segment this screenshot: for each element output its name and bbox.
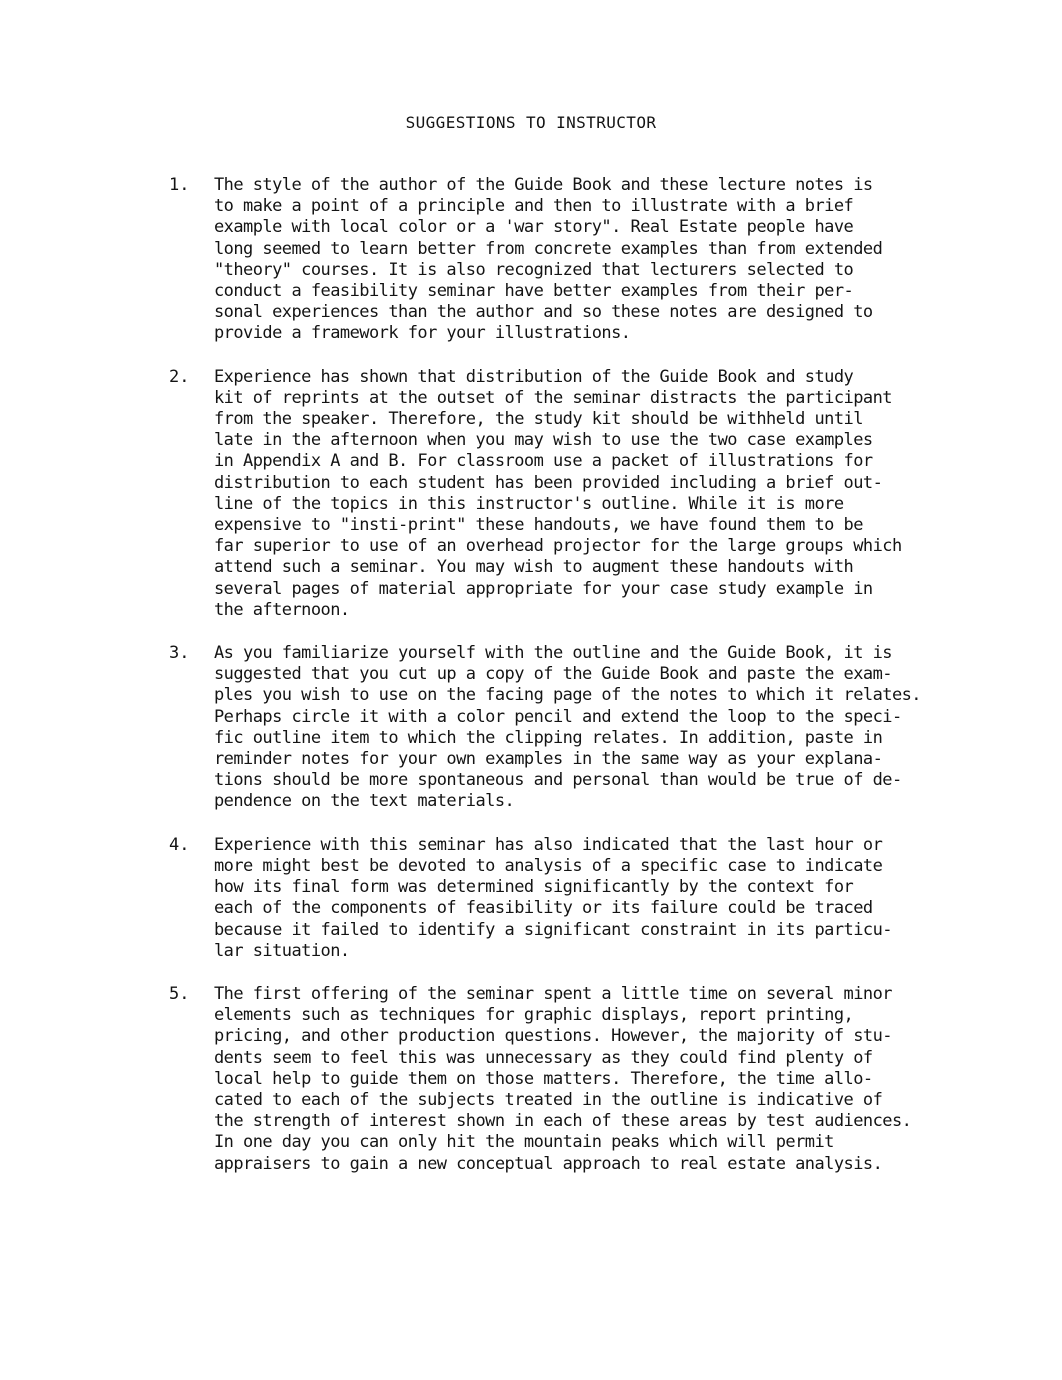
text-line: lar situation. xyxy=(214,940,350,961)
page-title: SUGGESTIONS TO INSTRUCTOR xyxy=(405,113,657,132)
text-line: The first offering of the seminar spent a little time on several minor xyxy=(214,983,892,1004)
text-line: pendence on the text materials. xyxy=(214,791,515,812)
item-number: 3. xyxy=(169,643,190,664)
text-line: Experience has shown that distribution of the Guide Book and study xyxy=(214,366,854,387)
text-line: several pages of material appropriate for your case study example in xyxy=(214,578,873,599)
text-line: distribution to each student has been provided including a brief out- xyxy=(214,472,883,493)
text-line: dents seem to feel this was unnecessary as they could find plenty of xyxy=(214,1047,873,1068)
text-line: the strength of interest shown in each of these areas by test audiences. xyxy=(214,1111,912,1132)
suggestion-item-1 xyxy=(169,175,1039,345)
text-line: Experience with this seminar has also indicated that the last hour or xyxy=(214,834,883,855)
text-line: suggested that you cut up a copy of the Guide Book and paste the exam- xyxy=(214,664,892,685)
text-line: from the speaker. Therefore, the study kit should be withheld until xyxy=(214,409,863,430)
text-line: The style of the author of the Guide Book and these lecture notes is xyxy=(214,175,873,195)
text-line: In one day you can only hit the mountain peaks which will permit xyxy=(214,1132,834,1153)
text-line: elements such as techniques for graphic displays, report printing, xyxy=(214,1005,854,1026)
item-number: 1. xyxy=(169,175,190,195)
text-line: cated to each of the subjects treated in the outline is indicative of xyxy=(214,1089,883,1110)
text-line: fic outline item to which the clipping relates. In addition, paste in xyxy=(214,727,883,748)
text-line: kit of reprints at the outset of the seminar distracts the participant xyxy=(214,387,892,408)
text-line: appraisers to gain a new conceptual approach to real estate analysis. xyxy=(214,1153,883,1174)
text-line: long seemed to learn better from concrete examples than from extended xyxy=(214,238,883,259)
item-number: 4. xyxy=(169,834,190,855)
suggestion-list xyxy=(169,175,1039,1175)
text-line: in Appendix A and B. For classroom use a packet of illustrations for xyxy=(214,451,873,472)
text-line: to make a point of a principle and then to illustrate with a brief xyxy=(214,196,854,217)
text-line: local help to guide them on those matters. Therefore, the time allo- xyxy=(214,1068,873,1089)
text-line: line of the topics in this instructor's outline. While it is more xyxy=(214,493,844,514)
text-line: sonal experiences than the author and so these notes are designed to xyxy=(214,302,873,323)
suggestion-item-4 xyxy=(169,835,1039,962)
text-line: "theory" courses. It is also recognized that lecturers selected to xyxy=(214,259,854,280)
text-line: provide a framework for your illustrations. xyxy=(214,323,631,344)
text-line: conduct a feasibility seminar have better examples from their per- xyxy=(214,281,854,302)
text-line: attend such a seminar. You may wish to augment these handouts with xyxy=(214,557,854,578)
text-line: more might best be devoted to analysis of a specific case to indicate xyxy=(214,855,883,876)
text-line: tions should be more spontaneous and personal than would be true of de- xyxy=(214,770,902,791)
text-line: far superior to use of an overhead projector for the large groups which xyxy=(214,536,902,557)
text-line: ples you wish to use on the facing page of the notes to which it relates. xyxy=(214,685,921,706)
item-number: 2. xyxy=(169,366,190,387)
text-line: expensive to "insti-print" these handouts, we have found them to be xyxy=(214,515,863,536)
suggestion-item-5 xyxy=(169,984,1039,1175)
text-line: reminder notes for your own examples in the same way as your explana- xyxy=(214,749,883,770)
text-line: As you familiarize yourself with the outline and the Guide Book, it is xyxy=(214,643,892,664)
text-line: the afternoon. xyxy=(214,599,350,620)
text-line: Perhaps circle it with a color pencil and extend the loop to the speci- xyxy=(214,706,902,727)
text-line: example with local color or a 'war story". Real Estate people have xyxy=(214,217,854,238)
text-line: each of the components of feasibility or its failure could be traced xyxy=(214,898,873,919)
text-line: late in the afternoon when you may wish to use the two case examples xyxy=(214,430,873,451)
suggestion-item-3 xyxy=(169,643,1039,813)
suggestion-item-2 xyxy=(169,367,1039,621)
item-number: 5. xyxy=(169,983,190,1004)
text-line: pricing, and other production questions. However, the majority of stu- xyxy=(214,1026,892,1047)
text-line: because it failed to identify a significant constraint in its particu- xyxy=(214,919,892,940)
text-line: how its final form was determined significantly by the context for xyxy=(214,877,854,898)
